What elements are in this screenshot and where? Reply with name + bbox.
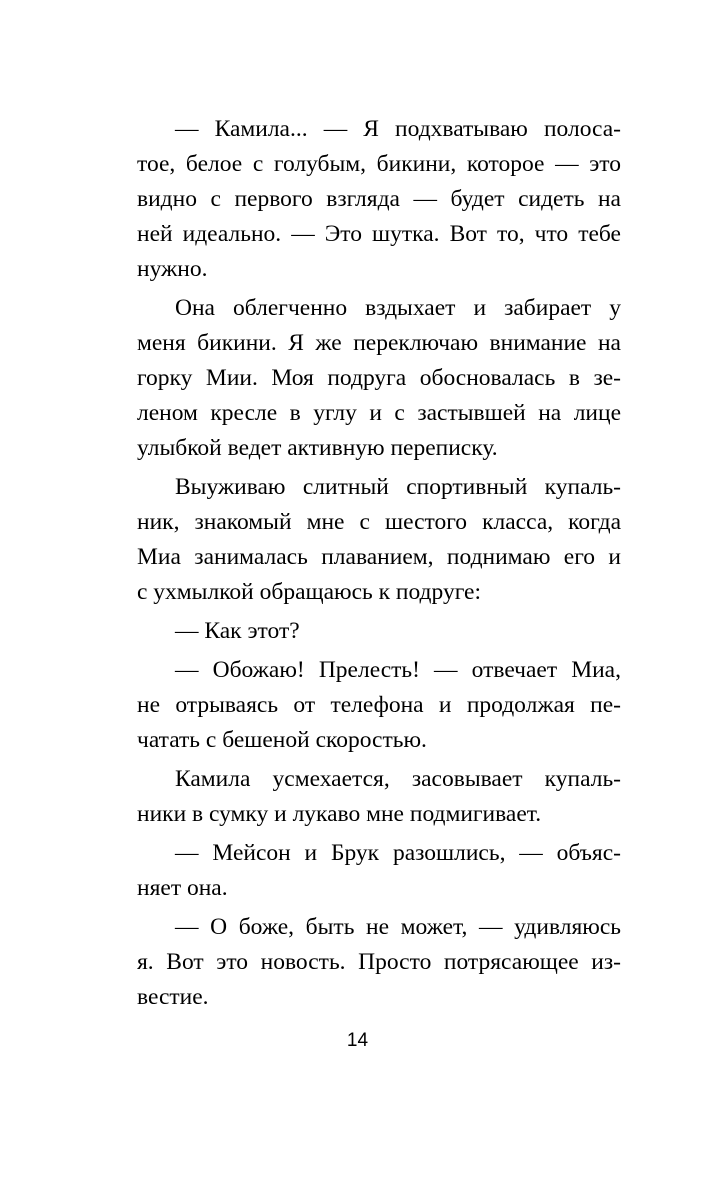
text-line: вестие. (137, 984, 209, 1010)
text-line: Выуживаю слитный спортивный купаль- (175, 474, 621, 500)
text-line: — О боже, быть не может, — удивляюсь (175, 914, 621, 940)
text-line: Миа занималась плаванием, поднимаю его и (137, 544, 621, 570)
text-line: — Мейсон и Брук разошлись, — объяс- (175, 840, 621, 866)
paragraph (137, 112, 621, 287)
paragraph (137, 614, 621, 649)
text-line: ник, знакомый мне с шестого класса, когда (137, 509, 621, 535)
text-line: горку Мии. Моя подруга обосновалась в зе- (137, 365, 621, 391)
text-line: ники в сумку и лукаво мне подмигивает. (137, 801, 542, 827)
text-line: — Как этот? (175, 618, 300, 644)
text-line: леном кресле в углу и с застывшей на лице (137, 400, 621, 426)
text-line: нужно. (137, 256, 208, 282)
paragraph (137, 291, 621, 466)
body-text (137, 112, 621, 1015)
paragraph (137, 653, 621, 758)
text-line: меня бикини. Я же переключаю внимание на (137, 330, 621, 356)
paragraph (137, 910, 621, 1015)
text-line: ней идеально. — Это шутка. Вот то, что тебе (137, 221, 621, 247)
text-line: не отрываясь от телефона и продолжая пе- (137, 692, 621, 718)
text-line: Она облегченно вздыхает и забирает у (175, 295, 621, 321)
text-line: улыбкой ведет активную переписку. (137, 435, 498, 461)
text-line: — Камила... — Я подхватываю полоса- (175, 116, 621, 142)
paragraph (137, 836, 621, 906)
text-line: видно с первого взгляда — будет сидеть на (137, 186, 621, 212)
text-line: чатать с бешеной скоростью. (137, 727, 427, 753)
text-line: я. Вот это новость. Просто потрясающее из- (137, 949, 621, 975)
text-line: Камила усмехается, засовывает купаль- (175, 766, 621, 792)
text-line: — Обожаю! Прелесть! — отвечает Миа, (175, 657, 621, 683)
text-line: няет она. (137, 875, 228, 901)
paragraph (137, 762, 621, 832)
text-line: тое, белое с голубым, бикини, которое — это (137, 151, 621, 177)
text-line: с ухмылкой обращаюсь к подруге: (137, 579, 481, 605)
paragraph (137, 470, 621, 610)
page-number: 14 (346, 1030, 369, 1051)
